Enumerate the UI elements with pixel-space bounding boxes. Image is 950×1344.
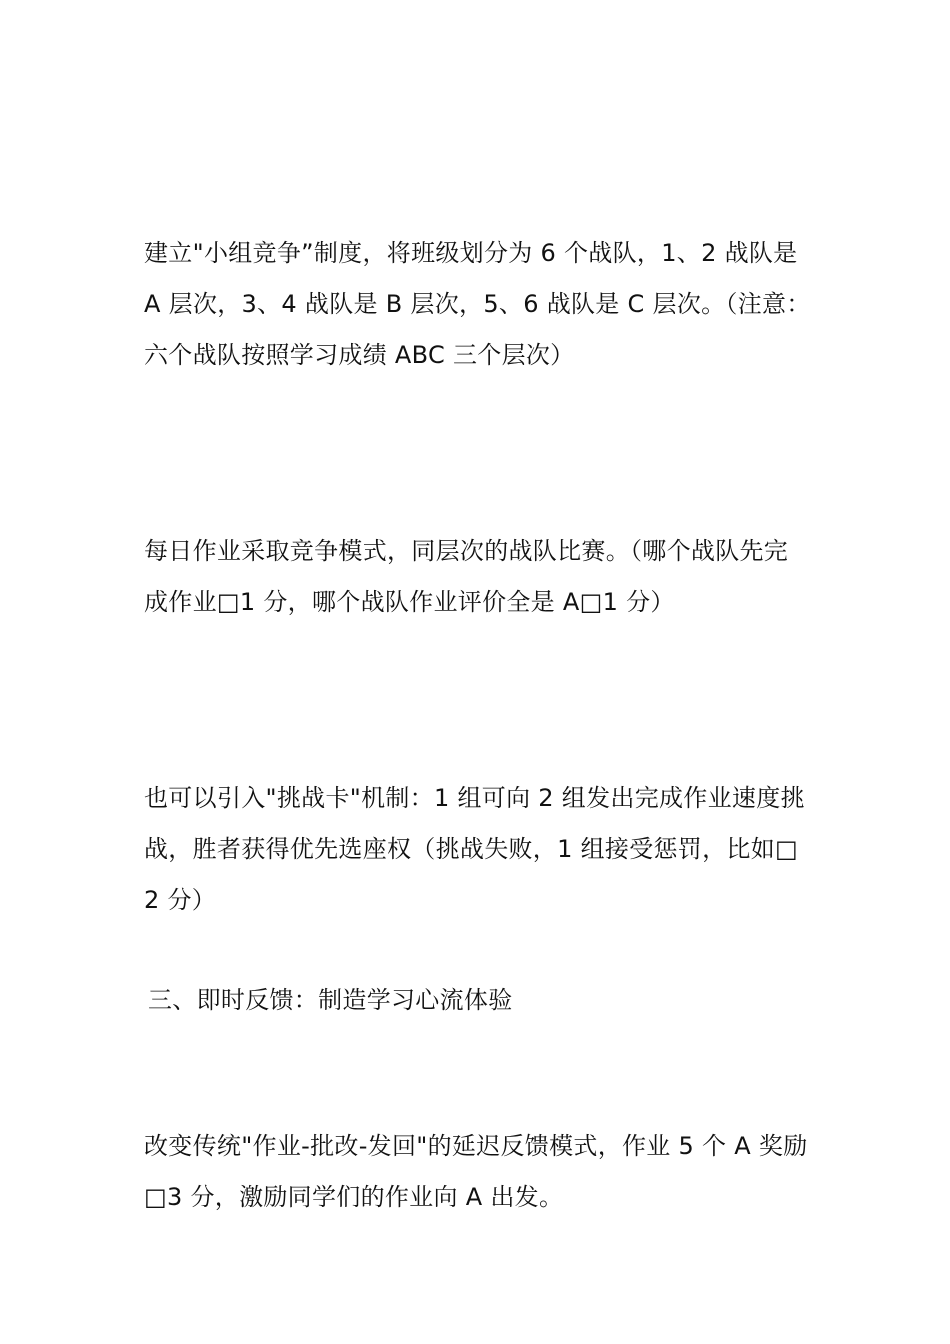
paragraph-challenge-card: 也可以引入"挑战卡"机制：1 组可向 2 组发出完成作业速度挑战，胜者获得优先选座权（挑战失败，1 组接受惩罚，比如□2 分） [144, 784, 805, 914]
paragraph-feedback-mode: 改变传统"作业-批改-发回"的延迟反馈模式，作业 5 个 A 奖励□3 分，激励同学们的作业向 A 出发。 [144, 1132, 808, 1211]
paragraph-group-competition: 建立"小组竞争”制度，将班级划分为 6 个战队，1、2 战队是 A 层次，3、4 战队是 B 层次，5、6 战队是 C 层次。（注意：六个战队按照学习成绩 ABC 三个层次） [144, 239, 811, 369]
paragraph-daily-homework: 每日作业采取竞争模式，同层次的战队比赛。（哪个战队先完成作业□1 分，哪个战队作业评价全是 A□1 分） [144, 537, 789, 616]
section-heading: 三、即时反馈：制造学习心流体验 [148, 986, 513, 1014]
